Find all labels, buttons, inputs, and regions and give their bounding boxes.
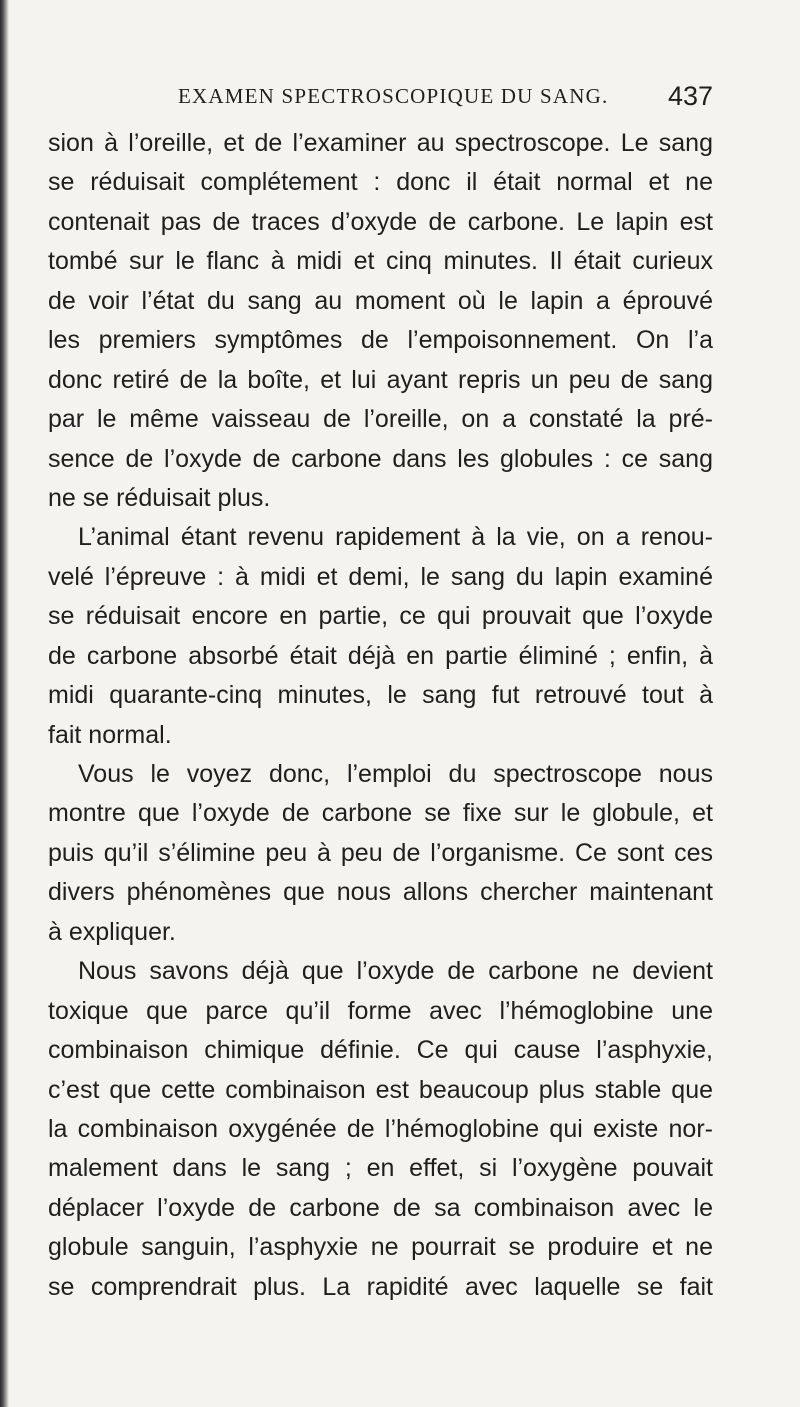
text-line: déplacer l’oxyde de carbone de sa combinaison avec le — [48, 1193, 713, 1222]
text-line: divers phénomènes que nous allons chercher maintenant — [48, 878, 713, 907]
text-line: contenait pas de traces d’oxyde de carbone. Le lapin est — [48, 207, 713, 236]
text-line: se comprendrait plus. La rapidité avec laquelle se fait — [48, 1272, 713, 1301]
text-line: sion à l’oreille, et de l’examiner au spectroscope. Le sang — [48, 129, 713, 157]
paragraph-end-line: à expliquer. — [48, 917, 176, 946]
page-binding-edge — [0, 0, 9, 1407]
paragraph-end-line: fait normal. — [48, 720, 172, 749]
text-line: la combinaison oxygénée de l’hémoglobine qui existe nor- — [48, 1114, 713, 1143]
body-text — [48, 124, 713, 1307]
text-line: montre que l’oxyde de carbone se fixe sur le globule, et — [48, 799, 713, 828]
text-line: donc retiré de la boîte, et lui ayant repris un peu de sang — [48, 365, 713, 394]
page-number: 437 — [667, 81, 713, 111]
paragraph-start-line: Nous savons déjà que l’oxyde de carbone ne devient — [78, 957, 713, 986]
text-line: tombé sur le flanc à midi et cinq minutes. Il était curieux — [48, 247, 713, 276]
text-line: c’est que cette combinaison est beaucoup plus stable que — [48, 1075, 713, 1104]
text-line: sence de l’oxyde de carbone dans les globules : ce sang — [48, 444, 713, 473]
paragraph-end-line: ne se réduisait plus. — [48, 483, 271, 512]
text-line: malement dans le sang ; en effet, si l’oxygène pouvait — [48, 1154, 713, 1183]
running-header — [48, 81, 713, 120]
text-line: puis qu’il s’élimine peu à peu de l’organisme. Ce sont ces — [48, 838, 713, 867]
text-line: se réduisait complétement : donc il était normal et ne — [48, 168, 713, 197]
text-line: midi quarante-cinq minutes, le sang fut retrouvé tout à — [48, 681, 713, 710]
paragraph-start-line: Vous le voyez donc, l’emploi du spectroscope nous — [78, 760, 713, 788]
text-line: les premiers symptômes de l’empoisonnement. On l’a — [48, 326, 713, 355]
text-line: toxique que parce qu’il forme avec l’hémoglobine une — [48, 996, 713, 1025]
text-line: se réduisait encore en partie, ce qui prouvait que l’oxyde — [48, 602, 713, 631]
text-line: combinaison chimique définie. Ce qui cause l’asphyxie, — [48, 1036, 713, 1065]
paragraph-start-line: L’animal étant revenu rapidement à la vie, on a renou- — [78, 523, 713, 552]
text-line: velé l’épreuve : à midi et demi, le sang du lapin examiné — [48, 562, 713, 591]
running-title: EXAMEN SPECTROSCOPIQUE DU SANG. — [178, 84, 609, 108]
text-line: de voir l’état du sang au moment où le lapin a éprouvé — [48, 286, 713, 315]
text-line: globule sanguin, l’asphyxie ne pourrait se produire et ne — [48, 1233, 713, 1262]
text-line: de carbone absorbé était déjà en partie éliminé ; enfin, à — [48, 641, 713, 670]
text-line: par le même vaisseau de l’oreille, on a constaté la pré- — [48, 405, 713, 434]
